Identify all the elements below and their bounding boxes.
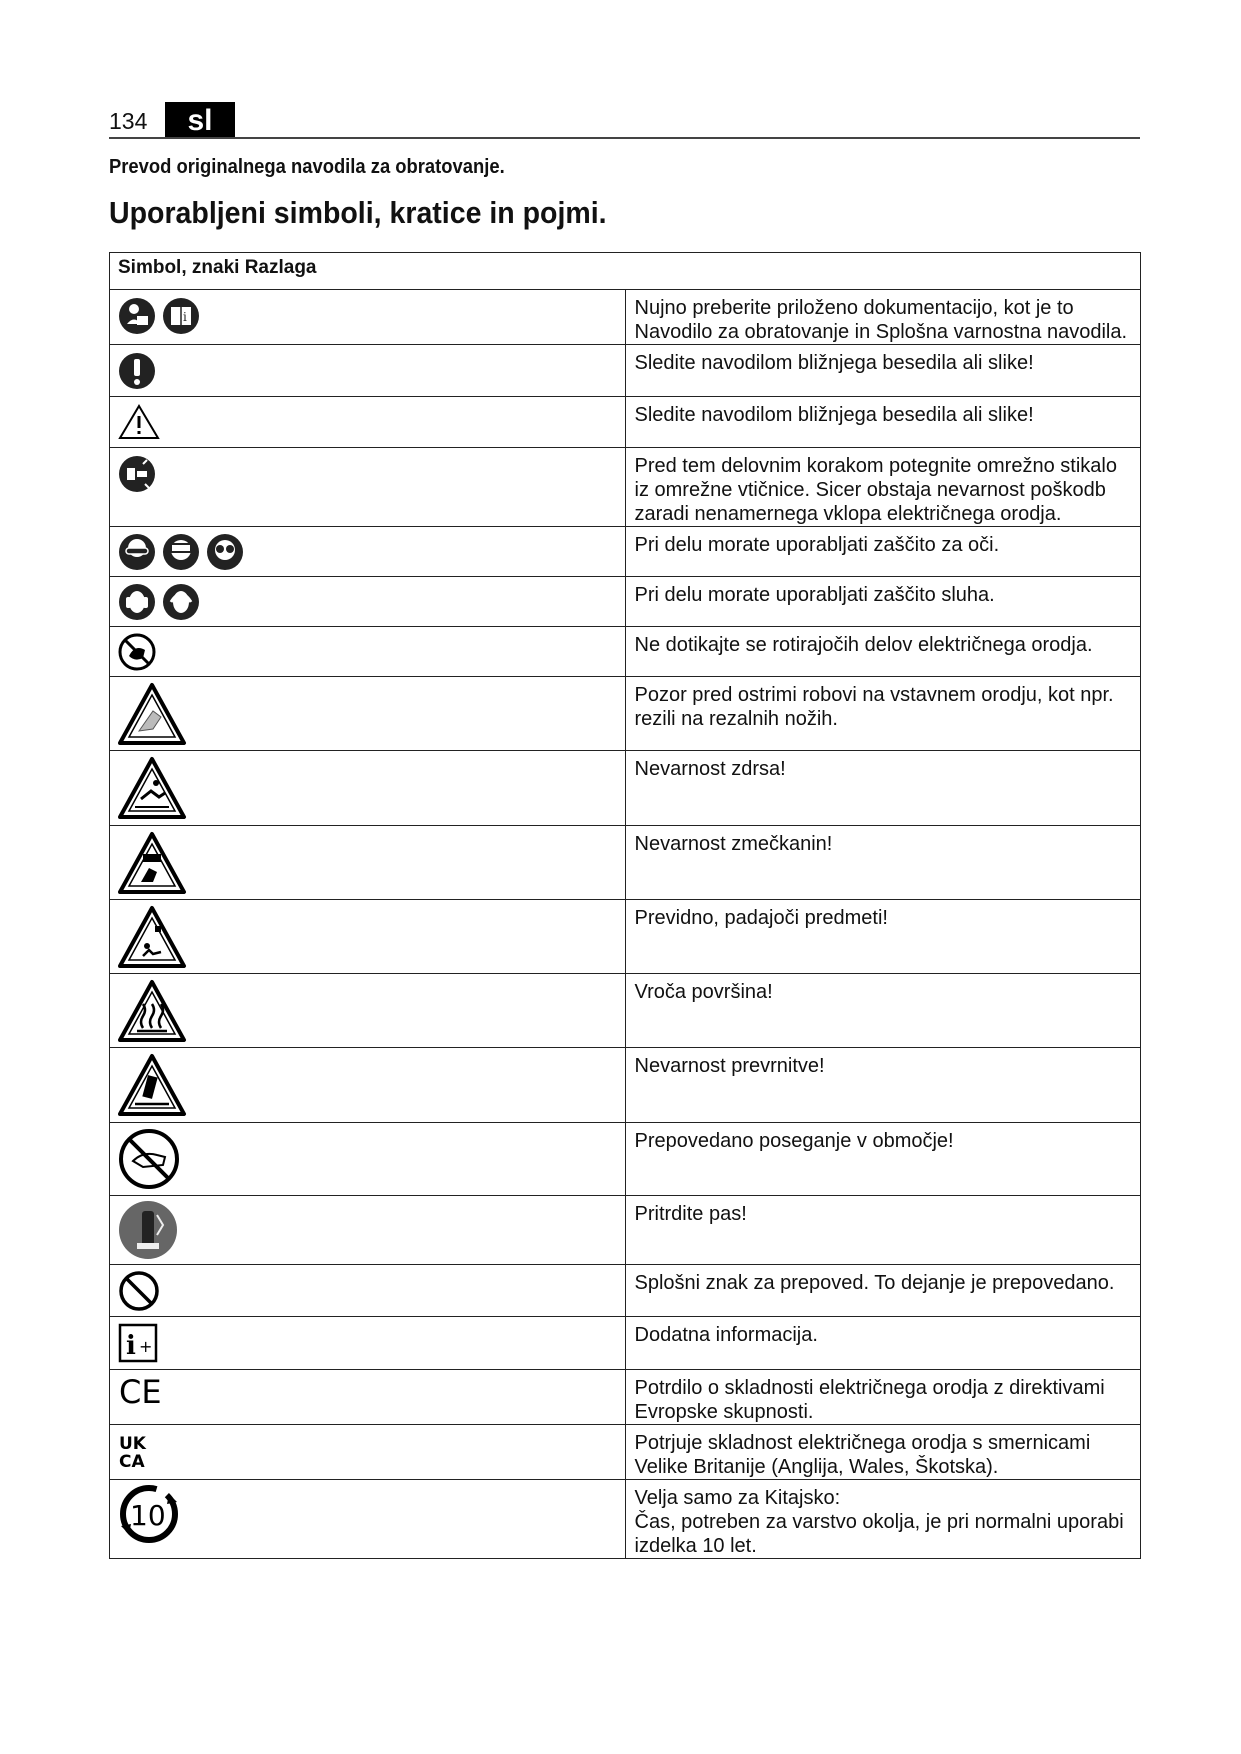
symbol-cell xyxy=(110,627,626,677)
description-text: Previdno, padajoči predmeti! xyxy=(634,907,888,929)
description-cell xyxy=(625,527,1141,577)
symbol-cell xyxy=(110,1425,626,1480)
description-text: Velja samo za Kitajsko: xyxy=(634,1487,841,1509)
symbol-cell xyxy=(110,900,626,974)
description-text: Pozor pred ostrimi robovi na vstavnem orodju, kot npr. rezili na rezalnih nožih. xyxy=(634,684,1114,730)
description-text: Pri delu morate uporabljati zaščito sluha. xyxy=(634,584,995,606)
table-row xyxy=(110,1425,1141,1480)
slip-hazard-icon xyxy=(117,755,187,821)
symbol-cell xyxy=(110,1048,626,1123)
table-header: Simbol, znaki Razlaga xyxy=(110,253,1141,290)
description-cell xyxy=(625,1370,1141,1425)
face-shield-icon xyxy=(161,532,201,572)
table-row xyxy=(110,826,1141,900)
description-cell xyxy=(625,1317,1141,1370)
symbol-cell xyxy=(110,826,626,900)
tipping-hazard-icon xyxy=(117,1052,187,1118)
page-number: 134 xyxy=(109,108,148,134)
symbols-table xyxy=(109,252,1141,1559)
table-row xyxy=(110,397,1141,448)
falling-objects-icon xyxy=(117,904,187,970)
symbol-cell xyxy=(110,1370,626,1425)
svg-text:i: i xyxy=(183,310,187,324)
svg-text:10: 10 xyxy=(130,1499,166,1532)
description-cell xyxy=(625,1123,1141,1196)
description-text: Nevarnost zmečkanin! xyxy=(634,833,833,855)
description-text: Dodatna informacija. xyxy=(634,1324,818,1346)
description-text: Pritrdite pas! xyxy=(634,1203,747,1225)
description-text: Čas, potreben za varstvo okolja, je pri normalni uporabi izdelka 10 let. xyxy=(634,1511,1124,1557)
ear-muffs-icon xyxy=(161,582,201,622)
table-row xyxy=(110,290,1141,345)
table-row xyxy=(110,1317,1141,1370)
language-tab: sl xyxy=(165,102,235,139)
description-text: Pri delu morate uporabljati zaščito za oči. xyxy=(634,534,1000,556)
description-cell xyxy=(625,826,1141,900)
description-text: Sledite navodilom bližnjega besedila ali slike! xyxy=(634,404,1034,426)
page-header xyxy=(109,102,1140,139)
no-touch-rotating-icon xyxy=(117,632,157,672)
symbol-cell xyxy=(110,290,626,345)
sharp-edges-warning-icon xyxy=(117,681,187,747)
table-row xyxy=(110,1123,1141,1196)
table-row xyxy=(110,900,1141,974)
fasten-strap-icon xyxy=(117,1199,179,1261)
no-reaching-icon xyxy=(117,1127,181,1191)
description-text: Vroča površina! xyxy=(634,981,773,1003)
description-text: Ne dotikajte se rotirajočih delov električnega orodja. xyxy=(634,634,1093,656)
symbol-cell xyxy=(110,1317,626,1370)
ukca-mark-icon xyxy=(117,1432,157,1470)
description-text: Nevarnost prevrnitve! xyxy=(634,1055,825,1077)
ce-mark-icon xyxy=(117,1374,165,1408)
svg-text:CE: CE xyxy=(119,1374,162,1408)
description-text: Potrdilo o skladnosti električnega orodja z direktivami Evropske skupnosti. xyxy=(634,1377,1105,1423)
description-text: Nevarnost zdrsa! xyxy=(634,758,786,780)
svg-text:i: i xyxy=(126,1331,136,1361)
description-cell xyxy=(625,677,1141,751)
symbol-cell xyxy=(110,1123,626,1196)
mandatory-exclamation-icon xyxy=(117,351,157,391)
description-cell xyxy=(625,1048,1141,1123)
hot-surface-icon xyxy=(117,978,187,1044)
description-text: Nujno preberite priloženo dokumentacijo, kot je to Navodilo za obratovanje in Splošna varnostna navodila. xyxy=(634,297,1128,343)
description-text: Prepovedano poseganje v območje! xyxy=(634,1130,954,1152)
eye-protection-glasses-icon xyxy=(117,532,157,572)
doc-subtitle: Prevod originalnega navodila za obratovanje. xyxy=(109,156,505,178)
table-row xyxy=(110,677,1141,751)
table-row xyxy=(110,1370,1141,1425)
svg-text:+: + xyxy=(139,1337,153,1356)
crushing-hazard-icon xyxy=(117,830,187,896)
symbol-cell xyxy=(110,577,626,627)
unplug-mains-icon xyxy=(117,454,157,494)
info-plus-icon xyxy=(117,1322,159,1364)
read-manual-icon xyxy=(117,296,157,336)
description-cell xyxy=(625,397,1141,448)
description-text: Splošni znak za prepoved. To dejanje je prepovedano. xyxy=(634,1272,1115,1294)
description-cell xyxy=(625,448,1141,527)
table-row xyxy=(110,345,1141,397)
symbol-cell xyxy=(110,974,626,1048)
table-row xyxy=(110,448,1141,527)
description-cell xyxy=(625,1196,1141,1265)
symbol-cell xyxy=(110,1196,626,1265)
table-row xyxy=(110,974,1141,1048)
prohibition-icon xyxy=(117,1269,161,1313)
symbol-cell xyxy=(110,677,626,751)
table-row xyxy=(110,527,1141,577)
description-cell xyxy=(625,627,1141,677)
description-text: Sledite navodilom bližnjega besedila ali slike! xyxy=(634,352,1034,374)
table-row xyxy=(110,1048,1141,1123)
svg-text:CA: CA xyxy=(119,1451,145,1470)
description-cell xyxy=(625,345,1141,397)
description-text: Pred tem delovnim korakom potegnite omrežno stikalo iz omrežne vtičnice. Sicer obstaja nevarnost poškodb zaradi nenamernega vklopa električnega orodja. xyxy=(634,455,1117,525)
manual-book-icon xyxy=(161,296,201,336)
warning-triangle-icon xyxy=(117,402,161,442)
symbol-cell xyxy=(110,345,626,397)
svg-text:UK: UK xyxy=(119,1433,146,1454)
symbol-cell xyxy=(110,1480,626,1559)
description-cell xyxy=(625,1425,1141,1480)
description-cell xyxy=(625,1480,1141,1559)
table-row xyxy=(110,1480,1141,1559)
description-cell xyxy=(625,1265,1141,1317)
description-text: Potrjuje skladnost električnega orodja s smernicami Velike Britanije (Anglija, Wales, Škotska). xyxy=(634,1432,1091,1478)
ear-protection-icon xyxy=(117,582,157,622)
description-cell xyxy=(625,290,1141,345)
symbol-cell xyxy=(110,1265,626,1317)
table-row xyxy=(110,1265,1141,1317)
doc-title: Uporabljeni simboli, kratice in pojmi. xyxy=(109,195,607,230)
description-cell xyxy=(625,900,1141,974)
symbol-cell xyxy=(110,448,626,527)
china-rohs-10-icon xyxy=(117,1482,181,1546)
description-cell xyxy=(625,751,1141,826)
description-cell xyxy=(625,974,1141,1048)
symbol-cell xyxy=(110,527,626,577)
header-rule xyxy=(109,137,1140,139)
symbol-cell xyxy=(110,397,626,448)
safety-goggles-icon xyxy=(205,532,245,572)
table-row xyxy=(110,1196,1141,1265)
table-row xyxy=(110,751,1141,826)
table-row xyxy=(110,627,1141,677)
table-row xyxy=(110,577,1141,627)
description-cell xyxy=(625,577,1141,627)
symbol-cell xyxy=(110,751,626,826)
